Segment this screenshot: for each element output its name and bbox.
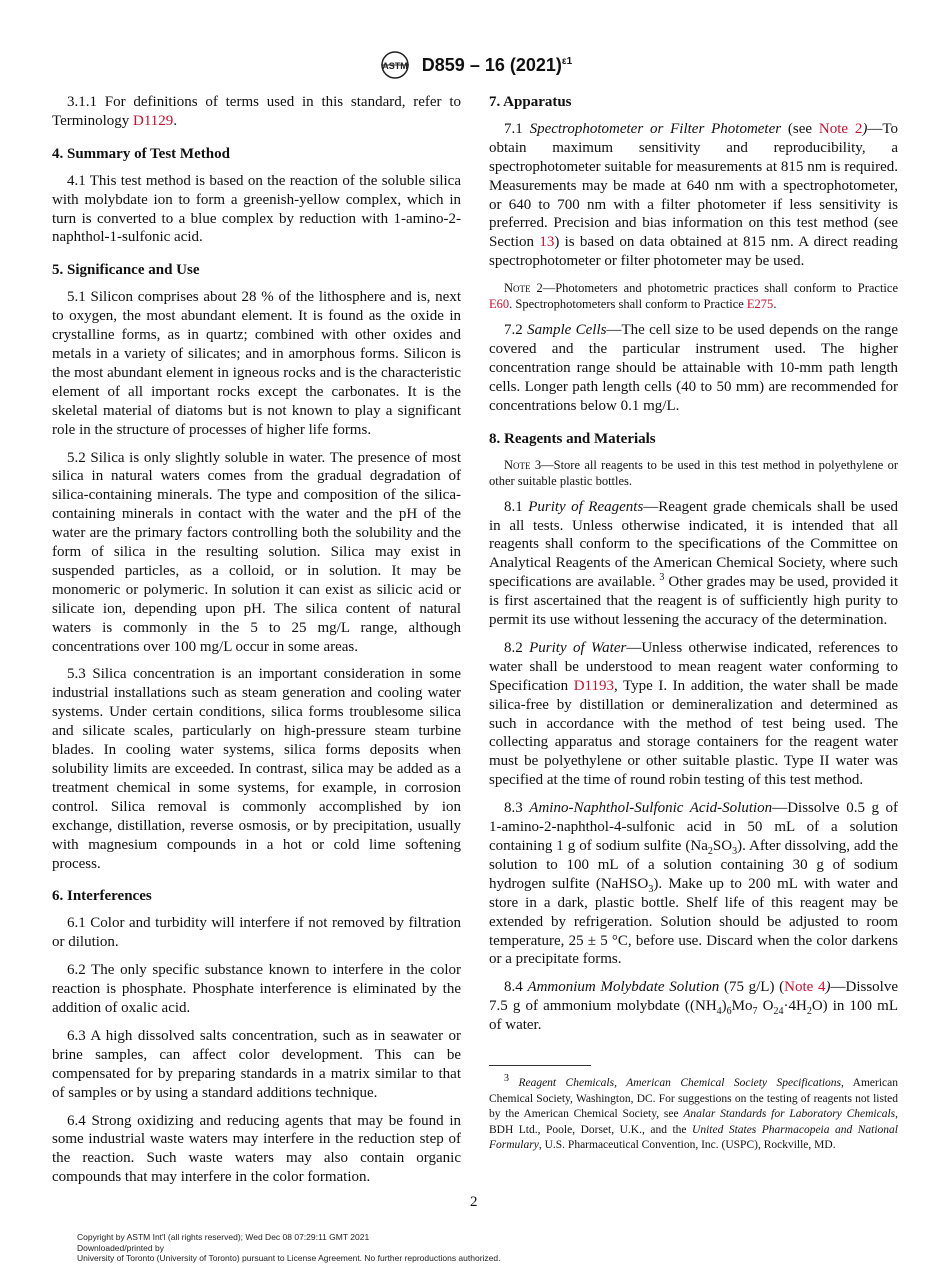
text: . xyxy=(173,112,178,129)
footnote-marker: 3 xyxy=(659,572,665,584)
text: 5.2 Silica is only slightly soluble in water. The presence of most silica in natural waters comes from the gradual degradation of silica-containing minerals. The type and composition of the silica-containing minerals in contact with the water and the pH of the water are the primary factors controlling both the solubility and the form of silica in the resulting solution. Silica may exist in suspended particles, as a colloid, or in solution. It may be monomeric or polymeric. In solution it can exist as silicic acid or silicate ion, depending upon pH. The silica content of natural waters is commonly in the 5 to 25 mg/L range, although concentrations over 100 mg/L occur in some areas. xyxy=(52,449,461,655)
subscript: 3 xyxy=(732,846,738,857)
text: , BDH Ltd., Poole, Dorset, U.K., and the xyxy=(489,1108,898,1136)
text: —Unless otherwise indicated, references to water shall be understood to mean reagent water conforming to Specification xyxy=(489,639,899,694)
italic-text: Ammonium Molybdate Solution xyxy=(527,979,720,996)
text: 8.3 xyxy=(504,800,530,817)
text: 6.1 Color and turbidity will interfere if not removed by filtration or dilution. xyxy=(52,915,461,951)
subscript: 7 xyxy=(752,1006,758,1018)
text: 8.1 xyxy=(504,498,529,515)
text: (see xyxy=(781,120,819,137)
text: 3.1.1 For definitions of terms used in this standard, refer to Terminology xyxy=(52,94,461,129)
subscript: 6 xyxy=(726,1006,732,1018)
text: 4. Summary of Test Method xyxy=(52,145,230,162)
text: ). After dissolving, add the solution to 100 mL of a solution containing 30 g of sodium hydrogen sulfite (NaHSO xyxy=(489,838,898,892)
paragraph xyxy=(52,288,461,439)
text: 6. Interferences xyxy=(52,888,152,905)
subscript: 3 xyxy=(648,883,654,895)
text: ) xyxy=(721,998,727,1015)
text: —To obtain maximum sensitivity and reproducibility, a spectrophotometer suitable for measurements at 815 nm is required. Measurements may be made at 640 nm with a spectrophotometer, or 640 to 700 nm with a filter photometer if less sensitivity is preferred. Precision and bias information on this test method (see Section xyxy=(489,120,898,251)
text: (75 g/L) ( xyxy=(719,979,785,996)
text: ·4H xyxy=(783,998,807,1015)
italic-text: United States Pharmacopeia and National Formulary xyxy=(489,1123,899,1152)
text: , Type I. In addition, the water shall be made silica-free by distillation or demineralization and determined as such in accordance with the method of test being used. The collecting apparatus and storage containers for the reagent water must be polyethylene or other suitable plastic. Type II water was specified at the time of round robin testing of this test method. xyxy=(489,677,898,789)
standard-designation: D859 – 16 $(2021)^{\varepsilon 1}$ xyxy=(421,54,573,75)
text: 6.4 Strong oxidizing and reducing agents that may be found in some industrial waste waters may interfere in the reduction step of the reaction. Such waste waters may also contain organic compounds that may interfere in the color formation. xyxy=(52,1112,461,1186)
italic-text: Amino-Naphthol-Sulfonic Acid-Solution xyxy=(529,800,773,817)
paragraph xyxy=(52,961,461,1018)
section-heading xyxy=(52,261,461,280)
reference-link[interactable]: Note 2 xyxy=(818,120,863,137)
text: —Dissolve 0.5 g of 1-amino-2-naphthol-4-sulfonic acid in 50 mL of a solution containing 1 g of sodium sulfite (Na xyxy=(489,800,899,854)
text: 8.4 xyxy=(504,979,528,996)
text: . Spectrophotometers shall conform to Practice xyxy=(509,297,747,312)
subscript: 4 xyxy=(716,1006,722,1018)
text: O xyxy=(757,998,774,1015)
footer-line: Copyright by ASTM Int'l (all rights reserved); Wed Dec 08 07:29:11 GMT 2021 xyxy=(77,1232,370,1242)
note-label: Note xyxy=(504,281,531,296)
text: 5.1 Silicon comprises about 28 % of the lithosphere and is, next to oxygen, the most abundant element. It is found as the oxide in crystalline forms, as in quartz; combined with other oxides and metals in a variety of silicates; and in amorphous forms. Silicon is the most abundant element in igneous rocks and is the characteristic element of all important rocks except the carbonates. It is the skeletal material of diatoms but is not known to play a significant role in the structure of processes of higher life forms. xyxy=(52,289,461,438)
text: 2—Photometers and photometric practices shall conform to Practice xyxy=(530,281,898,296)
text: 7.1 xyxy=(504,120,530,137)
text: Mo xyxy=(731,998,753,1015)
note-label: Note xyxy=(504,457,531,472)
text: 6.2 The only specific substance known to interfere in the color reaction is phosphate. Phosphate interference is eliminated by the addition of oxalic acid. xyxy=(52,962,461,1016)
italic-text: ) xyxy=(862,120,868,137)
footnote-rule xyxy=(489,1065,591,1066)
paragraph xyxy=(52,1027,461,1103)
italic-text: Purity of Water xyxy=(529,639,627,656)
footer-line: Downloaded/printed by xyxy=(77,1242,164,1253)
text: 7.2 xyxy=(504,322,528,339)
text: 4.1 This test method is based on the reaction of the soluble silica with molybdate ion to form a greenish-yellow complex, which in turn is converted to a blue complex by reduction with 1-amino-2-naphthol-1-sulfonic acid. xyxy=(52,172,461,246)
italic-text: Analar Standards for Laboratory Chemicals xyxy=(683,1108,896,1121)
reference-link[interactable]: D1193 xyxy=(573,677,614,694)
reference-link[interactable]: D1129 xyxy=(133,112,174,129)
text: 8. Reagents and Materials xyxy=(489,430,656,447)
reference-link[interactable]: 13 xyxy=(539,234,555,251)
text: 3—Store all reagents to be used in this test method in polyethylene or other suitable plastic bottles. xyxy=(489,457,898,488)
paragraph xyxy=(52,665,461,873)
paragraph xyxy=(489,120,898,271)
reference-link[interactable]: E60 xyxy=(489,297,510,312)
text: 7. Apparatus xyxy=(489,94,572,110)
text: Other grades may be used, provided it is first ascertained that the reagent is of sufficiently high purity to permit its use without lessening the accuracy of the determination. xyxy=(489,574,899,629)
note xyxy=(489,280,898,312)
text: —Dissolve 7.5 g of ammonium molybdate ((NH xyxy=(489,979,898,1015)
text: , U.S. Pharmaceutical Convention, Inc. (USPC), Rockville, MD. xyxy=(538,1139,836,1152)
text: . xyxy=(773,297,777,312)
text: —The cell size to be used depends on the range covered and the particular instrument used. The higher concentration range should be attainable with 10-mm path length cells. Longer path length cells (40 to 50 mm) are recommended for concentrations below 0.1 mg/L. xyxy=(489,322,898,414)
paragraph xyxy=(52,93,461,131)
section-heading xyxy=(52,887,461,906)
left-column xyxy=(52,93,461,1196)
footer-line: University of Toronto (University of Toronto) pursuant to License Agreement. No further reproductions authorized. xyxy=(77,1253,501,1263)
paragraph xyxy=(52,1112,461,1188)
paragraph xyxy=(52,449,461,657)
paragraph xyxy=(52,914,461,952)
copyright-footer xyxy=(77,1232,501,1264)
right-column xyxy=(489,93,898,1154)
text: ). Make up to 200 mL with water and store in a dark, plastic bottle. Shelf life of this reagent may be extended by refrigeration. Solution should be adjusted to room temperature, 25 ± 5 °C, before use. Discard when the color darkens or a precipitate forms. xyxy=(489,875,899,968)
text: 5.3 Silica concentration is an important consideration in some industrial installations such as steam generation and cooling water systems. Under certain conditions, silica forms troublesome silica and silicate scales, particularly on high-pressure steam turbine blades. In cooling water systems, silica forms deposits when solubility limits are exceeded. In contrast, silica may be added as a treatment chemical in some systems, for example, in corrosion control. Silica removal is commonly accomplished by ion exchange, distillation, reverse osmosis, or by precipitation, usually with magnesium compounds in a hot or cold lime softening process. xyxy=(52,666,461,872)
paragraph xyxy=(489,639,898,790)
text: 6.3 A high dissolved salts concentration, such as in seawater or brine samples, can affect color development. This can be compensated for by preparing standards in a matrix similar to that of samples or by using a standard additions technique. xyxy=(52,1027,461,1101)
text: , American Chemical Society, Washington, DC. For suggestions on the testing of reagents not listed by the American Chemical Society, see xyxy=(489,1077,899,1121)
svg-text:ASTM: ASTM xyxy=(382,61,408,71)
paragraph xyxy=(489,498,898,630)
text: —Reagent grade chemicals shall be used in all tests. Unless otherwise indicated, it is intended that all reagents shall conform to the specifications of the Committee on Analytical Reagents of the American Chemical Society, where such specifications are available. xyxy=(489,498,898,591)
footnote xyxy=(489,1073,899,1154)
subscript: 2 xyxy=(806,1006,812,1018)
footnote-marker: 3 xyxy=(504,1073,509,1085)
italic-text: Purity of Reagents xyxy=(528,498,644,515)
text: SO xyxy=(712,838,733,854)
reference-link[interactable]: E275 xyxy=(746,297,774,312)
reference-link[interactable]: Note 4 xyxy=(784,979,826,996)
text: 8.2 xyxy=(504,639,530,656)
paragraph xyxy=(489,321,898,416)
section-heading xyxy=(489,430,898,449)
text: ) is based on data obtained at 815 nm. A direct reading spectrophotometer or filter photometer may be used. xyxy=(489,234,898,270)
subscript: 2 xyxy=(707,846,713,857)
text: O) in 100 mL of water. xyxy=(489,998,899,1034)
section-heading xyxy=(489,93,898,112)
page-number: 2 xyxy=(470,1194,478,1210)
paragraph xyxy=(52,172,461,248)
italic-text: Reagent Chemicals, American Chemical Society Specifications xyxy=(518,1077,841,1090)
italic-text: Sample Cells xyxy=(527,322,607,339)
italic-text: ) xyxy=(825,979,831,996)
note xyxy=(489,457,898,489)
page-header xyxy=(0,50,950,80)
italic-text: Spectrophotometer or Filter Photometer xyxy=(529,120,782,137)
section-heading xyxy=(52,145,461,164)
paragraph xyxy=(489,799,898,969)
paragraph xyxy=(489,978,898,1035)
text: 5. Significance and Use xyxy=(52,262,200,279)
astm-logo-icon xyxy=(378,50,412,80)
subscript: 24 xyxy=(773,1006,784,1018)
